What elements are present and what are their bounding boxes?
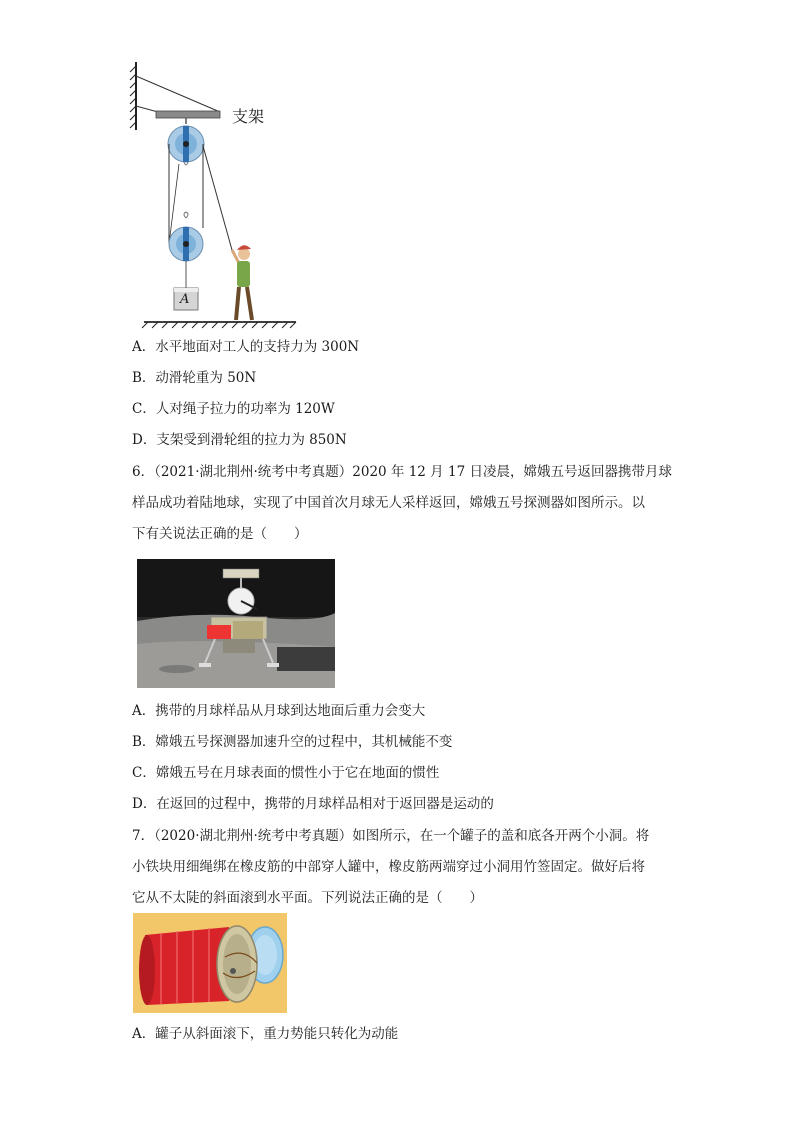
- block-label: A: [180, 292, 190, 307]
- q6-option-c: C．嫦娥五号在月球表面的惯性小于它在地面的惯性: [132, 765, 440, 781]
- q6-option-b: B．嫦娥五号探测器加速升空的过程中，其机械能不变: [132, 734, 453, 750]
- lunar-probe-photo: [137, 559, 335, 688]
- q7-stem-line-1: 7．（2020·湖北荆州·统考中考真题）如图所示，在一个罐子的盖和底各开两个小洞。将: [132, 828, 650, 844]
- q5-option-d: D．支架受到滑轮组的拉力为 850N: [132, 432, 347, 448]
- q5-option-c: C．人对绳子拉力的功率为 120W: [132, 401, 335, 417]
- q6-stem-line-1: 6．（2021·湖北荆州·统考中考真题）2020 年 12 月 17 日凌晨，嫦娥五号返回器携带月球: [132, 464, 672, 480]
- q7-stem-line-2: 小铁块用细绳绑在橡皮筋的中部穿人罐中，橡皮筋两端穿过小洞用竹签固定。做好后将: [132, 859, 645, 875]
- rolling-can-photo: [133, 913, 287, 1013]
- q5-option-b: B．动滑轮重为 50N: [132, 370, 257, 386]
- support-label: 支架: [232, 107, 265, 126]
- q7-option-a: A．罐子从斜面滚下，重力势能只转化为动能: [132, 1026, 399, 1042]
- pulley-figure: [120, 58, 310, 330]
- q6-stem-line-3: 下有关说法正确的是（ ）: [132, 526, 308, 542]
- q6-option-d: D．在返回的过程中，携带的月球样品相对于返回器是运动的: [132, 796, 494, 812]
- q5-option-a: A．水平地面对工人的支持力为 300N: [132, 339, 360, 355]
- q6-stem-line-2: 样品成功着陆地球，实现了中国首次月球无人采样返回，嫦娥五号探测器如图所示。以: [132, 495, 645, 511]
- q6-option-a: A．携带的月球样品从月球到达地面后重力会变大: [132, 703, 426, 719]
- q7-stem-line-3: 它从不太陡的斜面滚到水平面。下列说法正确的是（ ）: [132, 890, 483, 906]
